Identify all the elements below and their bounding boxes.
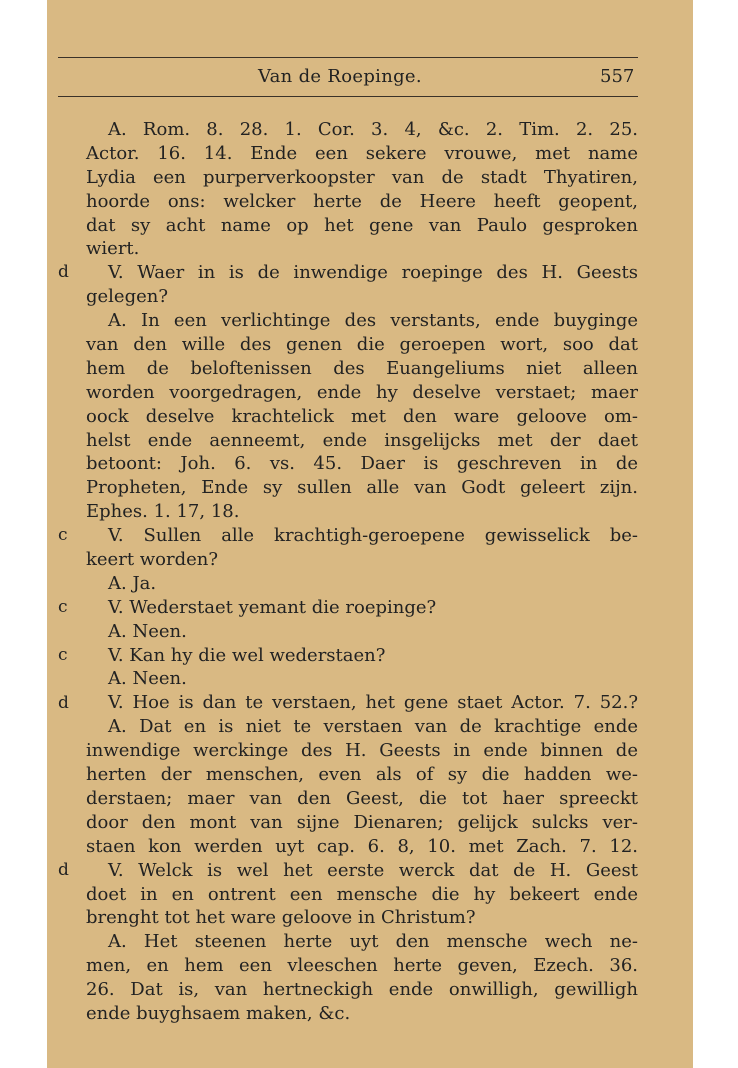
marginal-note: d [58, 262, 69, 283]
text-line: hoorde ons: welcker herte de Heere heeft geopent, [86, 190, 638, 212]
body-text [86, 118, 638, 1026]
text-line: Ephes. 1. 17, 18. [86, 501, 240, 523]
text-line: V. Welck is wel het eerste werck dat de H. Geest [108, 859, 638, 881]
text-line: herten der menschen, even als of sy die hadden we- [86, 764, 638, 786]
text-line: A. Neen. [108, 668, 187, 690]
text-line: 26. Dat is, van hertneckigh ende onwilligh, gewilligh [86, 979, 638, 1001]
text-line: gelegen? [86, 286, 169, 308]
marginal-note: c [58, 597, 68, 617]
text-line: V. Wederstaet yemant die roepinge? [108, 596, 437, 618]
marginal-note: d [58, 859, 69, 880]
text-line: A. Rom. 8. 28. 1. Cor. 3. 4, &c. 2. Tim. 2. 25. [108, 119, 638, 140]
text-line: Actor. 16. 14. Ende een sekere vrouwe, met name [86, 142, 638, 164]
text-line: A. Het steenen herte uyt den mensche wech ne- [108, 931, 638, 953]
text-line: Lydia een purperverkoopster van de stadt Thyatiren, [86, 166, 638, 188]
text-line: staen kon werden uyt cap. 6. 8, 10. met Zach. 7. 12. [86, 835, 638, 857]
text-line: Propheten, Ende sy sullen alle van Godt geleert zijn. [86, 477, 638, 499]
header-rule-bottom [58, 96, 638, 97]
text-line: worden voorgedragen, ende hy deselve verstaet; maer [86, 381, 638, 403]
marginal-note: c [58, 644, 68, 665]
text-line: van den wille des genen die geroepen wort, soo dat [86, 334, 638, 356]
running-title: Van de Roepinge. [258, 66, 422, 87]
text-line: oock deselve krachtelick met den ware geloove om- [86, 405, 638, 427]
text-line: V. Sullen alle krachtigh-geroepene gewisselick be- [108, 525, 638, 547]
text-line: V. Kan hy die wel wederstaen? [108, 644, 386, 666]
text-line: derstaen; maer van den Geest, die tot haer spreeckt [86, 787, 638, 809]
page-number: 557 [600, 66, 635, 87]
text-line: A. Neen. [108, 620, 187, 642]
text-line: V. Waer in is de inwendige roepinge des H. Geests [108, 262, 638, 284]
text-line: doet in en ontrent een mensche die hy bekeert ende [86, 883, 638, 905]
text-line: V. Hoe is dan te verstaen, het gene staet Actor. 7. 52.? [108, 692, 638, 714]
text-line: A. Ja. [108, 572, 157, 594]
text-line: ende buyghsaem maken, &c. [86, 1002, 351, 1024]
text-line: A. In een verlichtinge des verstants, ende buyginge [108, 310, 638, 332]
text-line: wiert. [86, 238, 140, 260]
text-line: men, en hem een vleeschen herte geven, Ezech. 36. [86, 955, 638, 977]
text-line: keert worden? [86, 549, 219, 571]
text-line: betoont: Joh. 6. vs. 45. Daer is geschreven in de [86, 453, 638, 475]
text-line: A. Dat en is niet te verstaen van de krachtige ende [108, 716, 638, 738]
text-line: door den mont van sijne Dienaren; gelijck sulcks ver- [86, 811, 638, 833]
text-line: inwendige werckinge des H. Geests in ende binnen de [86, 740, 638, 762]
text-line: helst ende aenneemt, ende insgelijcks met der daet [86, 429, 638, 451]
text-line: brenght tot het ware geloove in Christum? [86, 907, 476, 929]
marginal-note: c [58, 525, 68, 546]
header-rule-top [58, 57, 638, 58]
marginal-note: d [58, 692, 69, 713]
text-line: dat sy acht name op het gene van Paulo gesproken [86, 214, 638, 236]
text-line: hem de beloftenissen des Euangeliums niet alleen [86, 357, 638, 379]
